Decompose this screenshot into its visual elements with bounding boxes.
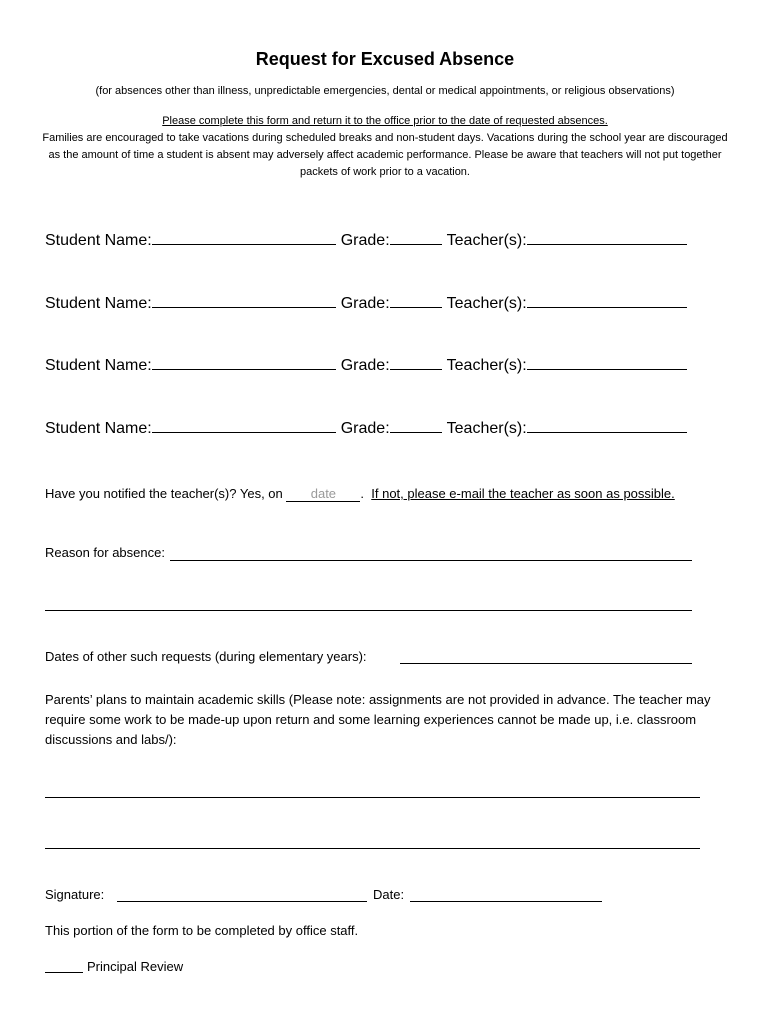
grade-field[interactable] [390,291,442,308]
date-field[interactable] [410,901,602,902]
principal-review-label: Principal Review [87,959,184,974]
notified-instruction: If not, please e-mail the teacher as soon as possible. [371,486,675,501]
grade-field[interactable] [390,228,442,245]
student-name-field[interactable] [152,353,336,370]
signature-label: Signature: [45,887,105,902]
grade-field[interactable] [390,416,442,433]
signature-field[interactable] [117,901,367,902]
teacher-label: Teacher(s): [446,357,527,374]
teacher-field[interactable] [527,291,687,308]
teacher-label: Teacher(s): [446,232,527,249]
student-row [45,291,687,314]
other-requests-field[interactable] [400,663,692,664]
student-name-field[interactable] [152,416,336,433]
notified-date-field[interactable]: date [286,486,360,502]
student-row [45,228,687,251]
intro-instruction: Please complete this form and return it to the office prior to the date of requested absences. [162,115,608,127]
form-title: Request for Excused Absence [255,49,515,69]
intro-paragraph [40,113,730,181]
student-name-field[interactable] [152,228,336,245]
intro-body: Families are encouraged to take vacations during scheduled breaks and non-student days. Vacations during the school year are discouraged as the amount of time a student is absent may adversely affect academic performance. Please be aware that teachers will not put together packets of work prior to a vacation. [42,132,728,178]
student-name-label: Student Name: [45,357,152,374]
form-subtitle: (for absences other than illness, unpredictable emergencies, dental or medical appointments, or religious observations) [95,85,675,97]
teacher-field[interactable] [527,416,687,433]
student-name-label: Student Name: [45,232,152,249]
notified-row [45,485,675,503]
teacher-field[interactable] [527,228,687,245]
student-name-label: Student Name: [45,420,152,437]
parents-plans-field-line-2[interactable] [45,848,700,849]
office-note: This portion of the form to be completed by office staff. [45,923,359,938]
parents-plans-field-line-1[interactable] [45,797,700,798]
grade-label: Grade: [340,295,390,312]
student-row [45,353,687,376]
grade-label: Grade: [340,420,390,437]
student-row [45,416,687,439]
grade-label: Grade: [340,232,390,249]
reason-field[interactable] [170,560,692,561]
parents-plans-text: Parents’ plans to maintain academic skills (Please note: assignments are not provided in advance. The teacher may require some work to be made-up upon return and some learning experiences cannot be made up, i.e. classroom discussions and labs/): [45,692,711,747]
other-requests-label: Dates of other such requests (during elementary years): [45,649,367,664]
student-name-label: Student Name: [45,295,152,312]
notified-question: Have you notified the teacher(s)? Yes, on [45,486,283,501]
student-name-field[interactable] [152,291,336,308]
reason-label: Reason for absence: [45,545,165,560]
notified-period: . [360,486,365,501]
grade-label: Grade: [340,357,390,374]
reason-field-line-2[interactable] [45,610,692,611]
date-label: Date: [373,887,405,902]
principal-review-field[interactable] [45,972,83,973]
teacher-label: Teacher(s): [446,420,527,437]
teacher-label: Teacher(s): [446,295,527,312]
teacher-field[interactable] [527,353,687,370]
grade-field[interactable] [390,353,442,370]
